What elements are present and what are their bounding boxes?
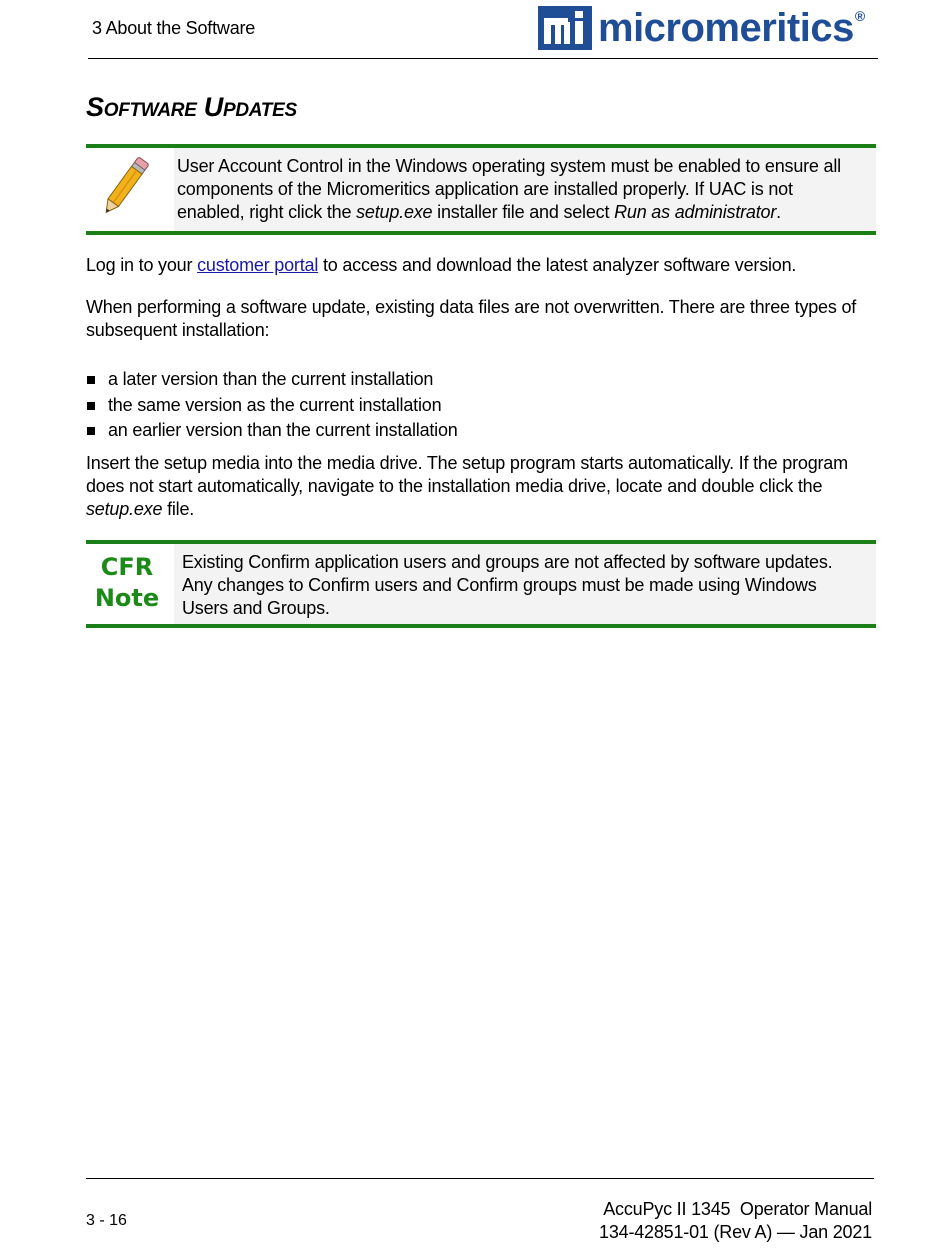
list-item: the same version as the current installation (86, 394, 458, 420)
setup-exe-filename: setup.exe (356, 202, 433, 222)
mi-logo-mark-icon (538, 6, 592, 50)
chapter-title: 3 About the Software (92, 18, 256, 38)
pencil-icon (86, 148, 174, 231)
insert-media-paragraph: Insert the setup media into the media drive. The setup program starts automatically. If the program does not start automatically, navigate to the installation media drive, locate and double click the setup.exe file. (86, 453, 848, 519)
micromeritics-logo (538, 6, 865, 50)
cfr-note-text: Existing Confirm application users and groups are not affected by software updates. Any changes to Confirm users and Confirm groups must be made using Windows Users and Groups. (174, 544, 876, 624)
section-title: Software Updates (86, 92, 297, 122)
cfr-note-icon: CFR Note (86, 544, 174, 624)
list-item: an earlier version than the current installation (86, 419, 458, 445)
uac-note (86, 144, 876, 235)
manual-title: AccuPyc II 1345 Operator Manual (603, 1199, 872, 1219)
footer-divider (86, 1178, 874, 1179)
document-id: 134-42851-01 (Rev A) — Jan 2021 (599, 1222, 872, 1242)
cfr-note (86, 540, 876, 628)
installation-types-list (86, 368, 458, 445)
uac-note-text: User Account Control in the Windows operating system must be enabled to ensure all components of the Micromeritics application are installed properly. If UAC is not enabled, right click the setup.exe installer file and select Run as administrator. (174, 148, 876, 231)
update-paragraph: When performing a software update, existing data files are not overwritten. There are three types of subsequent installation: (86, 297, 857, 340)
header-divider (88, 58, 878, 59)
footer-manual-info (599, 1198, 872, 1244)
run-as-admin-text: Run as administrator (614, 202, 777, 222)
logo-wordmark: micromeritics® (598, 6, 865, 50)
customer-portal-link[interactable]: customer portal (197, 255, 319, 275)
page-number: 3 - 16 (86, 1212, 127, 1229)
setup-exe-filename: setup.exe (86, 499, 163, 519)
login-paragraph: Log in to your customer portal to access and download the latest analyzer software version. (86, 255, 797, 275)
list-item: a later version than the current installation (86, 368, 458, 394)
